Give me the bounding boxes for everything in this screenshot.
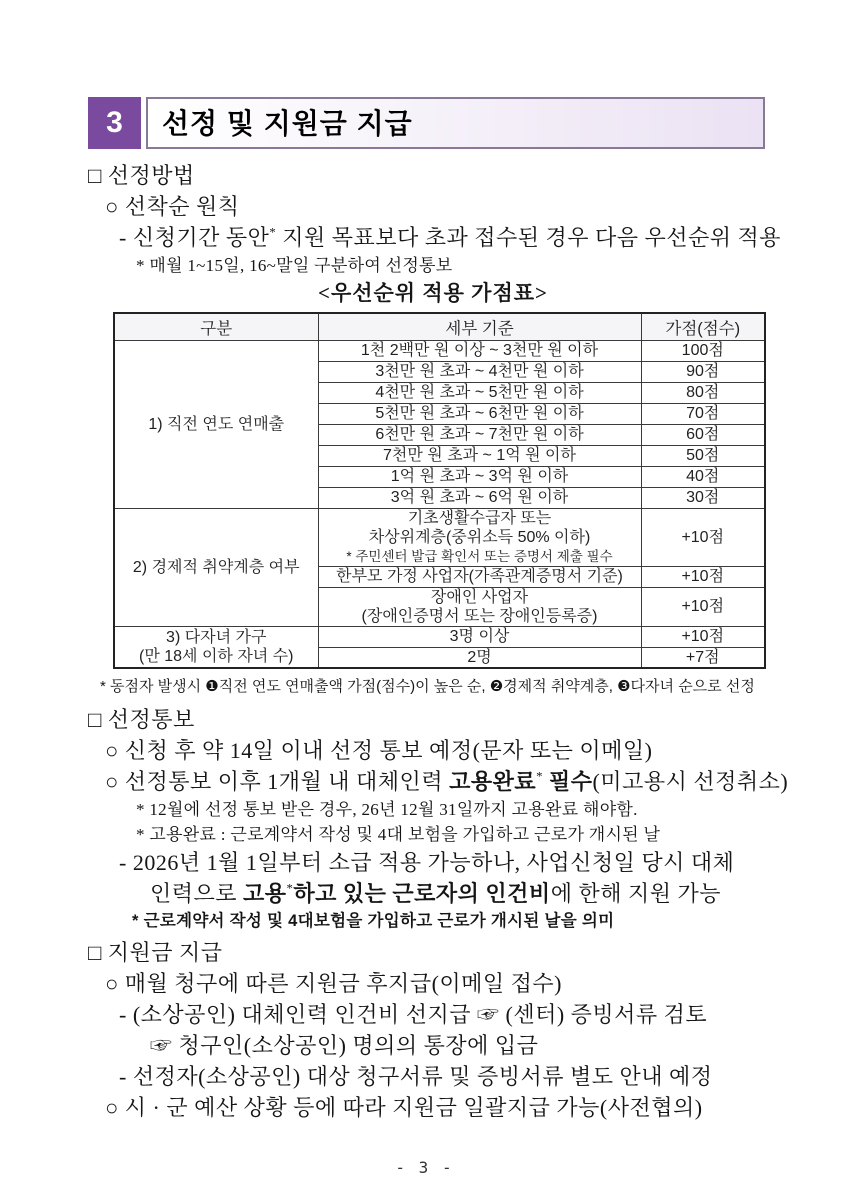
heading-subsidy-payment: □ 지원금 지급 [88,940,223,965]
note-employment-definition: * 고용완료 : 근로계약서 작성 및 4대 보험을 가입하고 근로가 개시된 날 [136,825,661,844]
table-row [114,626,765,647]
score-cell: +10점 [641,626,765,647]
note-contract-definition: * 근로계약서 작성 및 4대보험을 가입하고 근로가 개시된 날을 의미 [132,912,615,930]
score-table-title: <우선순위 적용 가점표> [317,281,548,305]
text-segment: 지원 목표보다 초과 접수된 경우 다음 우선순위 적용 [276,225,782,250]
score-cell: +10점 [641,508,765,566]
score-cell: 70점 [641,403,765,424]
criteria-cell-basic-livelihood [318,508,641,566]
line-monthly-claim: ○ 매월 청구에 따른 지원금 후지급(이메일 접수) [105,971,562,996]
text-segment: 에 한해 지원 가능 [550,881,721,906]
criteria-cell: 5천만 원 초과 ~ 6천만 원 이하 [318,403,641,424]
section-number-badge: 3 [88,97,141,149]
text-segment: 차상위계층(중위소득 50% 이하) [368,528,591,546]
criteria-cell: 7천만 원 초과 ~ 1억 원 이하 [318,445,641,466]
score-cell: 90점 [641,361,765,382]
col-header-criteria: 세부 기준 [318,313,641,340]
line-deposit-account: ☞ 청구인(소상공인) 명의의 통장에 입금 [150,1033,539,1058]
note-notification-cycle: * 매월 1~15일, 16~말일 구분하여 선정통보 [136,256,453,275]
criteria-cell: 6천만 원 초과 ~ 7천만 원 이하 [318,424,641,445]
group-label-multichild [114,626,318,668]
group-label-revenue: 1) 직전 연도 연매출 [114,340,318,508]
score-cell: 100점 [641,340,765,361]
line-lump-sum: ○ 시 · 군 예산 상황 등에 따라 지원금 일괄지급 가능(사전협의) [105,1095,703,1120]
section-title: 선정 및 지원금 지급 [162,108,413,139]
score-cell: 80점 [641,382,765,403]
group-label-vulnerable: 2) 경제적 취약계층 여부 [114,508,318,626]
score-cell: +7점 [641,647,765,668]
line-notice-timing: ○ 신청 후 약 14일 이내 선정 통보 예정(문자 또는 이메일) [105,738,653,763]
table-row [114,508,765,566]
text-segment: (미고용시 선정취소) [592,769,789,794]
footnote-marker: * [286,881,294,896]
page-number: - 3 - [395,1158,454,1177]
line-retroactive-2 [88,878,778,909]
line-employment-required [88,766,789,797]
criteria-cell: 3억 원 초과 ~ 6억 원 이하 [318,487,641,508]
text-segment: ○ 선정통보 이후 1개월 내 대체인력 [105,769,450,794]
criteria-cell: 1천 2백만 원 이상 ~ 3천만 원 이하 [318,340,641,361]
table-header-row [114,313,765,340]
score-cell: 50점 [641,445,765,466]
text-segment: 3) 다자녀 가구 [166,628,267,646]
criteria-cell: 2명 [318,647,641,668]
score-cell: 30점 [641,487,765,508]
heading-selection-method: □ 선정방법 [88,163,195,188]
score-cell: +10점 [641,587,765,626]
text-segment: 인력으로 [150,881,244,906]
criteria-cell-disabled [318,587,641,626]
bold-employed: 고용 [243,881,287,906]
note-december-case: * 12월에 선정 통보 받은 경우, 26년 12월 31일까지 고용완료 해야함. [136,800,638,819]
line-overflow-rule [88,222,782,253]
heading-selection-notice: □ 선정통보 [88,707,195,732]
footnote-marker: * [536,769,543,784]
bold-employment-complete: 고용완료 [449,769,537,794]
table-row [114,340,765,361]
col-header-category: 구분 [114,313,318,340]
col-header-score: 가점(점수) [641,313,765,340]
priority-score-table [113,312,766,669]
score-cell: 40점 [641,466,765,487]
criteria-cell: 3천만 원 초과 ~ 4천만 원 이하 [318,361,641,382]
footnote-marker: * [269,225,277,240]
text-segment: 장애인 사업자 [430,588,529,606]
text-segment: 기초생활수급자 또는 [407,509,552,527]
line-first-come-principle: ○ 선착순 원칙 [105,194,240,219]
document-content [88,160,789,1123]
text-segment: (장애인증명서 또는 장애인등록증) [361,607,598,625]
line-claim-documents: - 선정자(소상공인) 대상 청구서류 및 증빙서류 별도 안내 예정 [119,1064,713,1089]
bold-worker-labor-cost: 하고 있는 근로자의 인건비 [293,881,551,906]
score-cell: 60점 [641,424,765,445]
text-segment: (만 18세 이하 자녀 수) [139,647,294,665]
table-footnote-tiebreaker: * 동점자 발생시 ❶직전 연도 연매출액 가점(점수)이 높은 순, ❷경제적 취약계층, ❸다자녀 순으로 선정 [100,678,755,695]
criteria-cell: 3명 이상 [318,626,641,647]
criteria-cell: 4천만 원 초과 ~ 5천만 원 이하 [318,382,641,403]
cell-footnote: * 주민센터 발급 확인서 또는 증명서 제출 필수 [346,548,613,564]
text-segment: - 신청기간 동안 [119,225,270,250]
line-retroactive-1: - 2026년 1월 1일부터 소급 적용 가능하나, 사업신청일 당시 대체 [119,850,735,875]
section-header [88,97,765,149]
section-title-box [146,97,765,149]
bold-required: 필수 [542,769,593,794]
line-advance-payment: - (소상공인) 대체인력 인건비 선지급 ☞ (센터) 증빙서류 검토 [119,1002,708,1027]
score-cell: +10점 [641,566,765,587]
criteria-cell-single-parent: 한부모 가정 사업자(가족관계증명서 기준) [318,566,641,587]
criteria-cell: 1억 원 초과 ~ 3억 원 이하 [318,466,641,487]
